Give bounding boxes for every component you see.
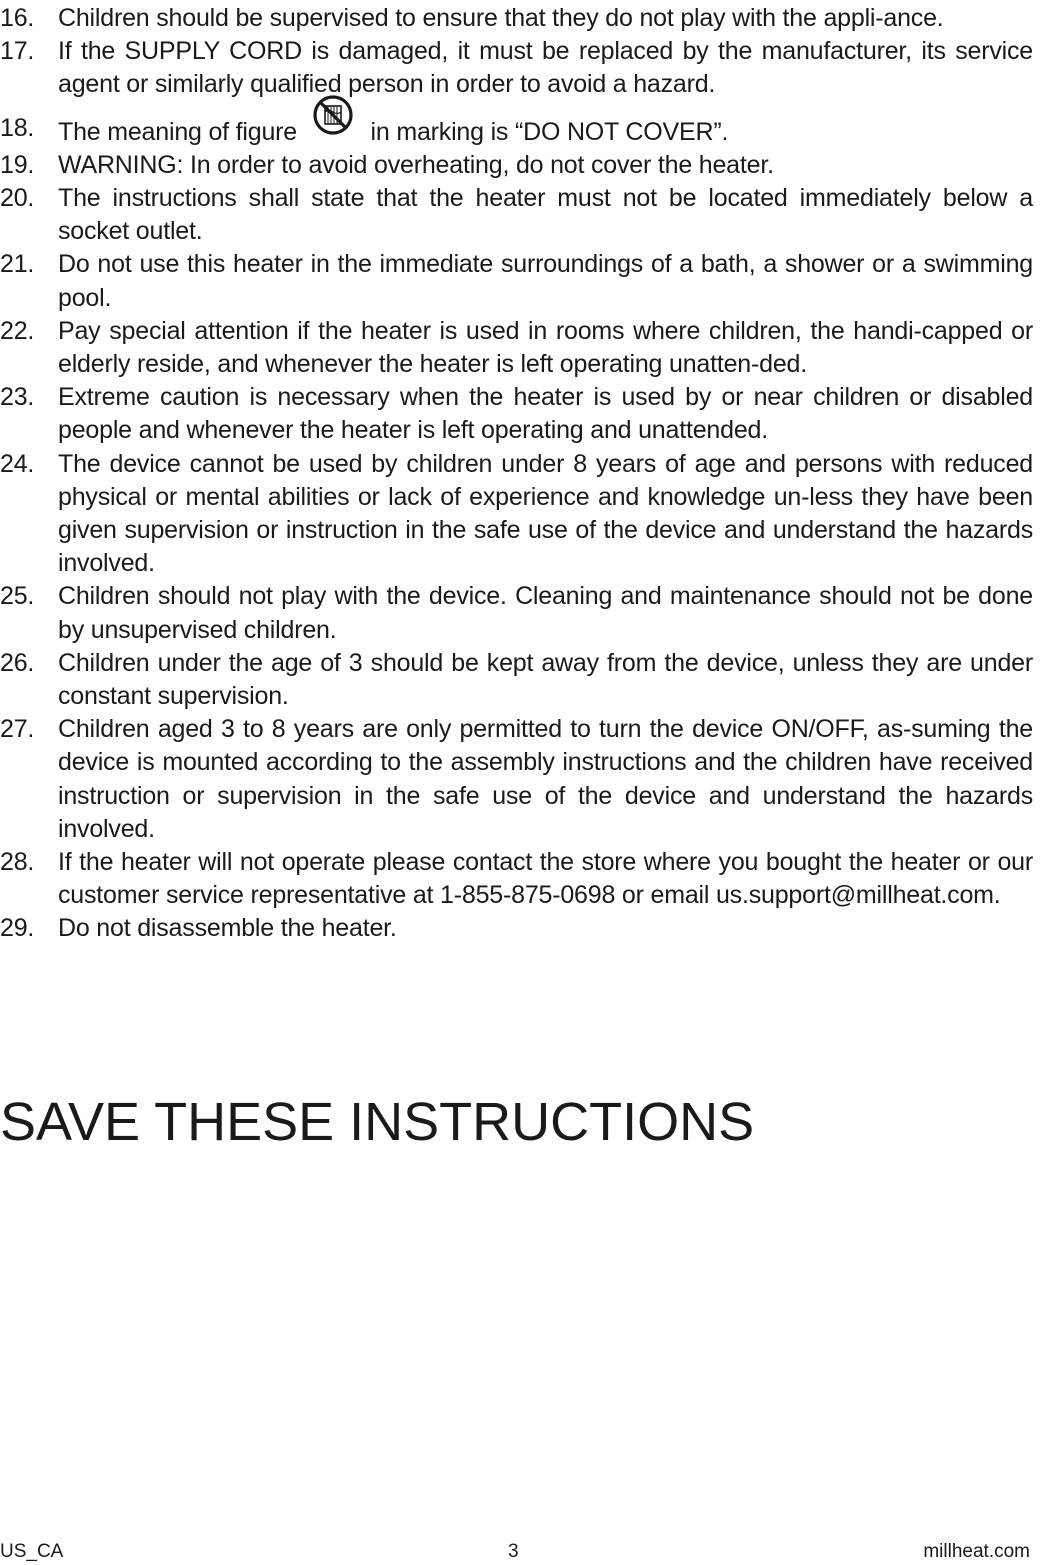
- page-footer: [0, 1540, 1030, 1564]
- list-item: [0, 248, 1033, 314]
- item-number: 19.: [0, 150, 35, 179]
- list-item: [0, 713, 1033, 846]
- item-text: Do not disassemble the heater.: [58, 914, 397, 943]
- item-text: Children should be supervised to ensure that they do not play with the appli-ance.: [58, 4, 944, 32]
- list-item: [0, 647, 1033, 713]
- list-item: [0, 846, 1033, 912]
- item-text: Do not use this heater in the immediate surroundings of a bath, a shower or a swimming pool.: [58, 250, 1033, 312]
- list-item: [0, 580, 1033, 646]
- list-item: [0, 149, 1033, 182]
- footer-region-code: US_CA: [0, 1541, 64, 1562]
- item-number: 28.: [0, 848, 35, 877]
- list-item: [0, 182, 1033, 248]
- list-item: [0, 448, 1033, 581]
- list-item: [0, 112, 1033, 149]
- item-number: 29.: [0, 914, 35, 943]
- safety-instructions-list: [0, 2, 1033, 946]
- item-text: Children should not play with the device. Cleaning and maintenance should not be done by unsupervised children.: [58, 582, 1033, 644]
- item-text-before: The meaning of figure: [58, 117, 298, 146]
- item-number: 26.: [0, 648, 35, 677]
- item-number: 25.: [0, 582, 35, 611]
- item-text-after: in marking is “DO NOT COVER”.: [370, 117, 729, 146]
- item-number: 17.: [0, 37, 35, 66]
- item-number: 20.: [0, 184, 35, 213]
- footer-page-number: 3: [508, 1541, 519, 1562]
- item-text: If the SUPPLY CORD is damaged, it must be replaced by the manufacturer, its service agent or similarly qualified person in order to avoid a hazard.: [58, 37, 1033, 99]
- item-number: 18.: [0, 113, 35, 142]
- item-text: WARNING: In order to avoid overheating, do not cover the heater.: [58, 150, 774, 179]
- item-text: Pay special attention if the heater is used in rooms where children, the handi-capped or elderly reside, and whenever the heater is left operating unatten-ded.: [58, 316, 1033, 379]
- list-item: [0, 315, 1033, 381]
- item-number: 16.: [0, 4, 35, 32]
- item-number: 23.: [0, 383, 35, 412]
- item-text: The device cannot be used by children under 8 years of age and persons with reduced physical or mental abilities or lack of experience and knowledge un-less they have been given supervision or instruction in the safe use of the device and understand the hazards involved.: [58, 449, 1033, 578]
- list-item: [0, 381, 1033, 447]
- list-item: [0, 35, 1033, 101]
- item-text: [58, 112, 1033, 149]
- save-instructions-heading: SAVE THESE INSTRUCTIONS: [0, 1092, 755, 1152]
- list-item: [0, 912, 1033, 945]
- item-number: 24.: [0, 449, 35, 478]
- item-text: Children aged 3 to 8 years are only permitted to turn the device ON/OFF, as-suming the device is mounted according to the assembly instructions and the children have received instruction or supervision in the safe use of the device and understand the hazards involved.: [58, 715, 1033, 843]
- item-text: Extreme caution is necessary when the heater is used by or near children or disabled people and whenever the heater is left operating and unattended.: [58, 383, 1033, 445]
- item-number: 21.: [0, 250, 35, 279]
- do-not-cover-icon: [312, 94, 354, 136]
- item-text: If the heater will not operate please contact the store where you bought the heater or our customer service representative at 1-855-875-0698 or email us.support@millheat.com.: [58, 848, 1033, 910]
- item-number: 27.: [0, 715, 35, 744]
- item-text: The instructions shall state that the heater must not be located immediately below a socket outlet.: [58, 184, 1033, 246]
- footer-website: millheat.com: [923, 1541, 1030, 1562]
- item-number: 22.: [0, 316, 35, 345]
- item-text: Children under the age of 3 should be kept away from the device, unless they are under constant supervision.: [58, 648, 1033, 711]
- list-item: [0, 2, 1033, 35]
